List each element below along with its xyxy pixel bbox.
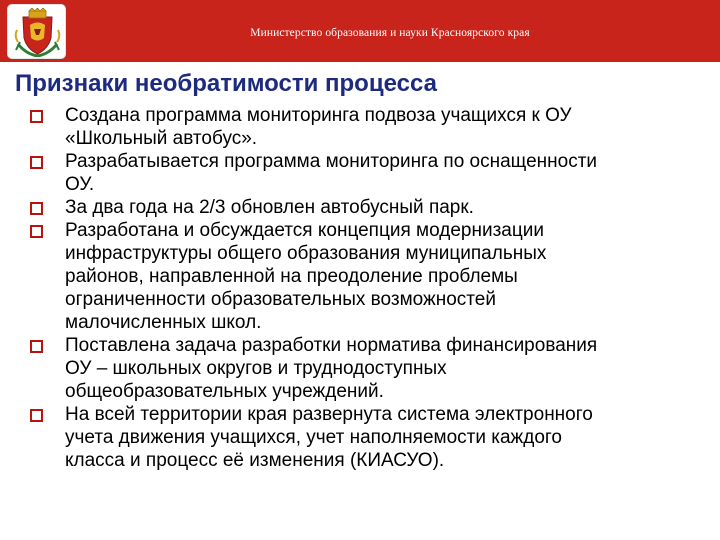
list-item-text: Поставлена задача разработки норматива финансирования ОУ – школьных округов и труднодоступных общеобразовательных учреждений. bbox=[65, 335, 598, 402]
list-item bbox=[0, 196, 720, 219]
ministry-name: Министерство образования и науки Красноярского края bbox=[250, 27, 530, 39]
page-title: Признаки необратимости процесса bbox=[15, 70, 437, 97]
list-item bbox=[0, 334, 720, 403]
list-item-text: Разработана и обсуждается концепция модернизации инфраструктуры общего образования муниципальных районов, направленной на преодоление проблемы ограниченности образовательных возможностей малочисленных школ. bbox=[65, 220, 547, 333]
list-item-text: Разрабатывается программа мониторинга по оснащенности ОУ. bbox=[65, 151, 598, 195]
list-item bbox=[0, 219, 720, 334]
hollow-square-bullet-icon bbox=[30, 156, 43, 169]
list-item-text: Создана программа мониторинга подвоза учащихся к ОУ «Школьный автобус». bbox=[65, 105, 572, 149]
bullet-list bbox=[0, 104, 720, 472]
hollow-square-bullet-icon bbox=[30, 340, 43, 353]
list-item bbox=[0, 104, 720, 150]
hollow-square-bullet-icon bbox=[30, 202, 43, 215]
hollow-square-bullet-icon bbox=[30, 110, 43, 123]
logo bbox=[7, 4, 66, 59]
list-item-text: За два года на 2/3 обновлен автобусный парк. bbox=[65, 197, 474, 218]
coat-of-arms-icon bbox=[14, 8, 61, 57]
hollow-square-bullet-icon bbox=[30, 225, 43, 238]
header-bar bbox=[0, 0, 720, 62]
list-item bbox=[0, 403, 720, 472]
list-item-text: На всей территории края развернута система электронного учета движения учащихся, учет наполняемости каждого класса и процесс её изменения (КИАСУО). bbox=[65, 404, 593, 471]
list-item bbox=[0, 150, 720, 196]
hollow-square-bullet-icon bbox=[30, 409, 43, 422]
